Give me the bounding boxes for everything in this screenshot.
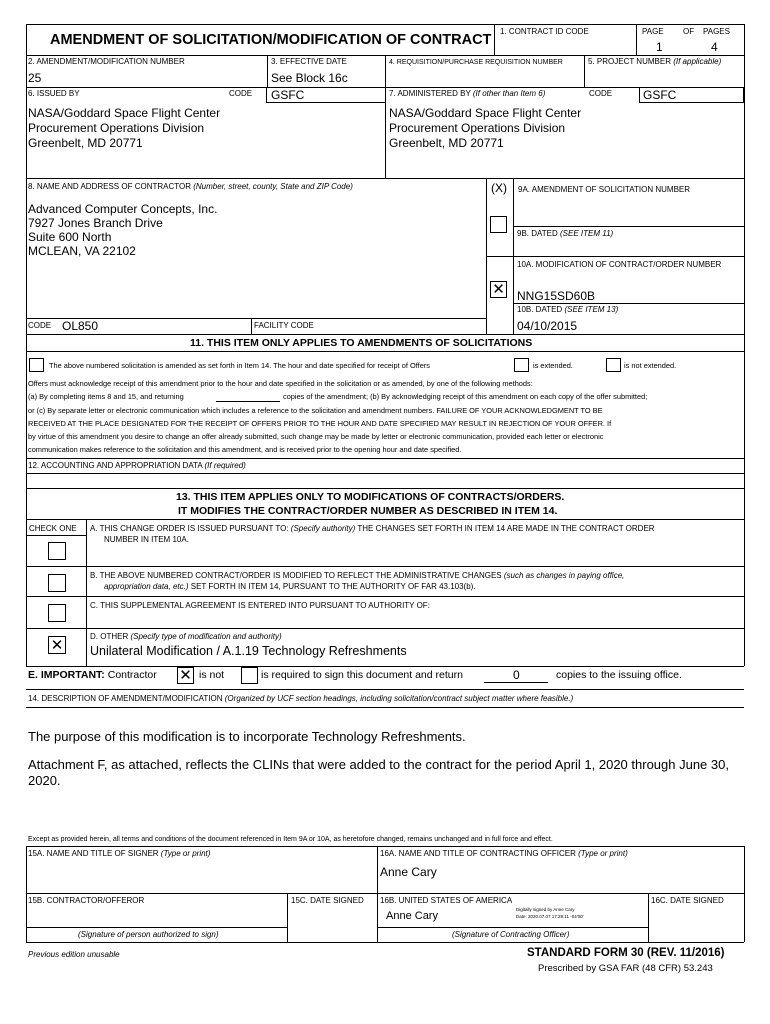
copies-value: 0 — [513, 668, 520, 682]
check-one-label: CHECK ONE — [29, 524, 77, 533]
item11-line5: RECEIVED AT THE PLACE DESIGNATED FOR THE RECEIPT OF OFFERS PRIOR TO THE HOUR AND DATE SPECIFIED MAY RESULT IN REJECTION OF YOUR OFFER. If — [28, 419, 612, 428]
option-d-value: Unilateral Modification / A.1.19 Technology Refreshments — [90, 644, 407, 658]
divider — [486, 256, 744, 257]
divider — [26, 351, 744, 352]
divider — [494, 24, 495, 55]
officer-name-label: 16A. NAME AND TITLE OF CONTRACTING OFFICER (Type or print) — [380, 849, 628, 858]
digital-signature-line-1: Digitally signed by Anne Cary — [516, 907, 575, 912]
administered-by-line: NASA/Goddard Space Flight Center — [389, 106, 582, 120]
item11-line2: Offers must acknowledge receipt of this amendment prior to the hour and date specified in the solicitation or as amended, by one of the following methods: — [28, 379, 533, 388]
page-count: 4 — [711, 40, 718, 54]
checkmark-x-icon: ✕ — [179, 667, 192, 684]
item11-line7: communication makes reference to the solicitation and this amendment, and is received prior to the opening hour and date specified. — [28, 445, 462, 454]
divider — [26, 628, 744, 629]
contractor-line: 7927 Jones Branch Drive — [28, 216, 163, 230]
divider — [26, 707, 744, 708]
effective-date-label: 3. EFFECTIVE DATE — [271, 57, 347, 66]
previous-edition-note: Previous edition unusable — [28, 950, 120, 959]
contractor-offeror-label: 15B. CONTRACTOR/OFFEROR — [28, 896, 145, 905]
modification-number-value: NNG15SD60B — [517, 289, 596, 303]
issued-by-line: Greenbelt, MD 20771 — [28, 136, 143, 150]
facility-code-label: FACILITY CODE — [254, 321, 314, 330]
issued-by-line: Procurement Operations Division — [28, 121, 205, 135]
except-note: Except as provided herein, all terms and conditions of the document referenced in Item 9A or 10A, as heretofore changed, remains unchanged and in full force and effect. — [28, 836, 553, 843]
admin-code-value: GSFC — [643, 88, 677, 102]
option-c-checkbox[interactable] — [48, 604, 66, 622]
is-extended-label: is extended. — [533, 361, 573, 370]
x-column-label: (X) — [491, 181, 507, 195]
checkmark-x-icon: ✕ — [492, 281, 505, 298]
option-a-line1: A. THIS CHANGE ORDER IS ISSUED PURSUANT TO: (Specify authority) THE CHANGES SET FORTH IN ITEM 14 ARE MADE IN THE CONTRACT ORDER — [90, 524, 655, 533]
divider — [26, 488, 27, 666]
option-c-line: C. THIS SUPPLEMENTAL AGREEMENT IS ENTERED INTO PURSUANT TO AUTHORITY OF: — [90, 601, 430, 610]
digital-signature-line-2: Date: 2020.07.07 17:29:11 -04'00' — [516, 914, 584, 919]
contractor-date-signed-label: 15C. DATE SIGNED — [291, 896, 364, 905]
is-not-checkbox[interactable] — [177, 667, 194, 684]
contract-id-label: 1. CONTRACT ID CODE — [500, 27, 589, 36]
item11-line3a: (a) By completing items 8 and 15, and returning — [28, 392, 184, 401]
item9-checkbox[interactable] — [490, 216, 507, 233]
item11-line3b: copies of the amendment; (b) By acknowledging receipt of this amendment on each copy of the offer submitted; — [283, 392, 648, 401]
description-para-1: The purpose of this modification is to incorporate Technology Refreshments. — [28, 729, 466, 744]
requisition-number-label: 4. REQUISITION/PURCHASE REQUISITION NUMBER — [389, 59, 563, 66]
modification-number-label: 10A. MODIFICATION OF CONTRACT/ORDER NUMBER — [517, 260, 722, 269]
divider — [26, 458, 744, 459]
issued-by-label: 6. ISSUED BY — [28, 89, 80, 98]
option-b-line2: appropriation data, etc.) SET FORTH IN ITEM 14, PURSUANT TO THE AUTHORITY OF FAR 43.103(b). — [104, 582, 476, 591]
officer-signature-caption: (Signature of Contracting Officer) — [452, 930, 570, 939]
form-right-border — [744, 24, 745, 540]
copies-blank[interactable] — [216, 401, 280, 402]
divider — [26, 473, 744, 474]
is-extended-checkbox[interactable] — [514, 358, 529, 372]
item11-line4: or (c) By separate letter or electronic communication which includes a reference to the solicitation and amendment numbers. FAILURE OF YOUR ACKNOWLEDGMENT TO BE — [28, 406, 603, 415]
contractor-code-label: CODE — [28, 321, 52, 330]
item11-line6: by virtue of this amendment you desire to change an offer already submitted, such change may be made by letter or electronic communication, provided each letter or electronic — [28, 432, 604, 441]
pages-label: PAGES — [703, 27, 730, 36]
item13-heading-2: IT MODIFIES THE CONTRACT/ORDER NUMBER AS DESCRIBED IN ITEM 14. — [178, 505, 558, 517]
contractor-line: Suite 600 North — [28, 230, 112, 244]
contractor-line: MCLEAN, VA 22102 — [28, 244, 136, 258]
copies-underline — [484, 682, 548, 683]
divider — [26, 178, 744, 179]
dated-10b-label: 10B. DATED (SEE ITEM 13) — [517, 305, 619, 314]
issued-code-label: CODE — [229, 89, 253, 98]
amendment-solicitation-label: 9A. AMENDMENT OF SOLICITATION NUMBER — [518, 185, 691, 194]
amendment-number-label: 2. AMENDMENT/MODIFICATION NUMBER — [28, 57, 185, 66]
divider — [26, 893, 744, 894]
option-a-checkbox[interactable] — [48, 542, 66, 560]
item11-heading: 11. THIS ITEM ONLY APPLIES TO AMENDMENTS OF SOLICITATIONS — [190, 337, 533, 349]
contractor-code-value: OL850 — [62, 319, 99, 333]
divider — [513, 303, 744, 304]
standard-form-label: STANDARD FORM 30 (REV. 11/2016) — [527, 947, 725, 959]
divider — [267, 55, 268, 87]
divider — [26, 846, 744, 847]
signer-name-label: 15A. NAME AND TITLE OF SIGNER (Type or print) — [28, 849, 211, 858]
page-label: PAGE — [642, 27, 664, 36]
option-d-line: D. OTHER (Specify type of modification and authority) — [90, 632, 282, 641]
officer-name-value: Anne Cary — [380, 865, 437, 879]
divider — [26, 334, 744, 335]
page-number: 1 — [656, 40, 663, 54]
officer-signature: Anne Cary — [386, 910, 438, 922]
divider — [636, 24, 637, 55]
item11-checkbox[interactable] — [29, 358, 44, 372]
copies-label: copies to the issuing office. — [556, 669, 682, 681]
divider — [26, 488, 744, 489]
description-para-2a: Attachment F, as attached, reflects the CLINs that were added to the contract for the period April 1, 2020 through June 30, — [28, 757, 729, 772]
contractor-signature-caption: (Signature of person authorized to sign) — [78, 930, 219, 939]
divider — [26, 927, 287, 928]
option-b-line1: B. THE ABOVE NUMBERED CONTRACT/ORDER IS MODIFIED TO REFLECT THE ADMINISTRATIVE CHANGES (such as changes in paying office, — [90, 571, 625, 580]
officer-date-signed-label: 16C. DATE SIGNED — [651, 896, 724, 905]
accounting-label: 12. ACCOUNTING AND APPROPRIATION DATA (If required) — [28, 461, 246, 470]
divider — [513, 226, 744, 227]
administered-by-line: Greenbelt, MD 20771 — [389, 136, 504, 150]
is-required-label: is required to sign this document and return — [261, 669, 463, 681]
item13-heading-1: 13. THIS ITEM APPLIES ONLY TO MODIFICATIONS OF CONTRACTS/ORDERS. — [176, 491, 565, 503]
administered-by-line: Procurement Operations Division — [389, 121, 566, 135]
divider — [287, 893, 288, 942]
prescribed-by-label: Prescribed by GSA FAR (48 CFR) 53.243 — [538, 963, 713, 974]
project-number-label: 5. PROJECT NUMBER (If applicable) — [588, 57, 722, 66]
is-not-label: is not — [199, 669, 225, 681]
administered-by-label: 7. ADMINISTERED BY (If other than Item 6) — [389, 89, 546, 98]
divider — [584, 55, 585, 87]
is-not-extended-label: is not extended. — [624, 361, 677, 370]
option-d-checkbox[interactable] — [48, 636, 66, 654]
divider — [26, 566, 744, 567]
description-para-2b: 2020. — [28, 773, 61, 788]
effective-date-value: See Block 16c — [271, 71, 348, 85]
divider — [26, 689, 744, 690]
option-b-checkbox[interactable] — [48, 574, 66, 592]
divider — [26, 596, 744, 597]
amendment-number-value: 25 — [28, 71, 42, 85]
dated-10b-value: 04/10/2015 — [517, 319, 578, 333]
option-a-line2: NUMBER IN ITEM 10A. — [104, 535, 189, 544]
item11-line1: The above numbered solicitation is amended as set forth in Item 14. The hour and date specified for receipt of Offers — [49, 361, 430, 370]
description-label: 14. DESCRIPTION OF AMENDMENT/MODIFICATION (Organized by UCF section headings, including solicitation/contract subject matter where feasible.) — [28, 694, 574, 703]
is-required-checkbox[interactable] — [241, 667, 258, 684]
divider — [251, 318, 252, 334]
checkmark-x-icon: ✕ — [50, 636, 64, 654]
usa-label: 16B. UNITED STATES OF AMERICA — [380, 896, 513, 905]
divider — [385, 55, 386, 178]
admin-code-label: CODE — [589, 89, 613, 98]
contractor-label: 8. NAME AND ADDRESS OF CONTRACTOR (Number, street, county, State and ZIP Code) — [28, 182, 353, 191]
form-left-border — [26, 24, 27, 540]
issued-by-line: NASA/Goddard Space Flight Center — [28, 106, 221, 120]
divider — [648, 893, 649, 942]
divider — [26, 666, 744, 667]
divider — [377, 927, 648, 928]
divider — [744, 488, 745, 666]
form-title: AMENDMENT OF SOLICITATION/MODIFICATION OF CONTRACT — [50, 32, 492, 48]
is-not-extended-checkbox[interactable] — [606, 358, 621, 372]
dated-9b-label: 9B. DATED (SEE ITEM 11) — [517, 229, 614, 238]
item10-checkbox[interactable] — [490, 281, 507, 298]
contractor-line: Advanced Computer Concepts, Inc. — [28, 202, 218, 216]
divider — [26, 519, 744, 520]
issued-code-value: GSFC — [271, 88, 305, 102]
of-label: OF — [683, 27, 695, 36]
divider — [26, 942, 744, 943]
important-line: E. IMPORTANT: Contractor — [28, 669, 157, 681]
divider — [26, 535, 86, 536]
divider — [86, 519, 87, 666]
divider — [744, 846, 745, 942]
